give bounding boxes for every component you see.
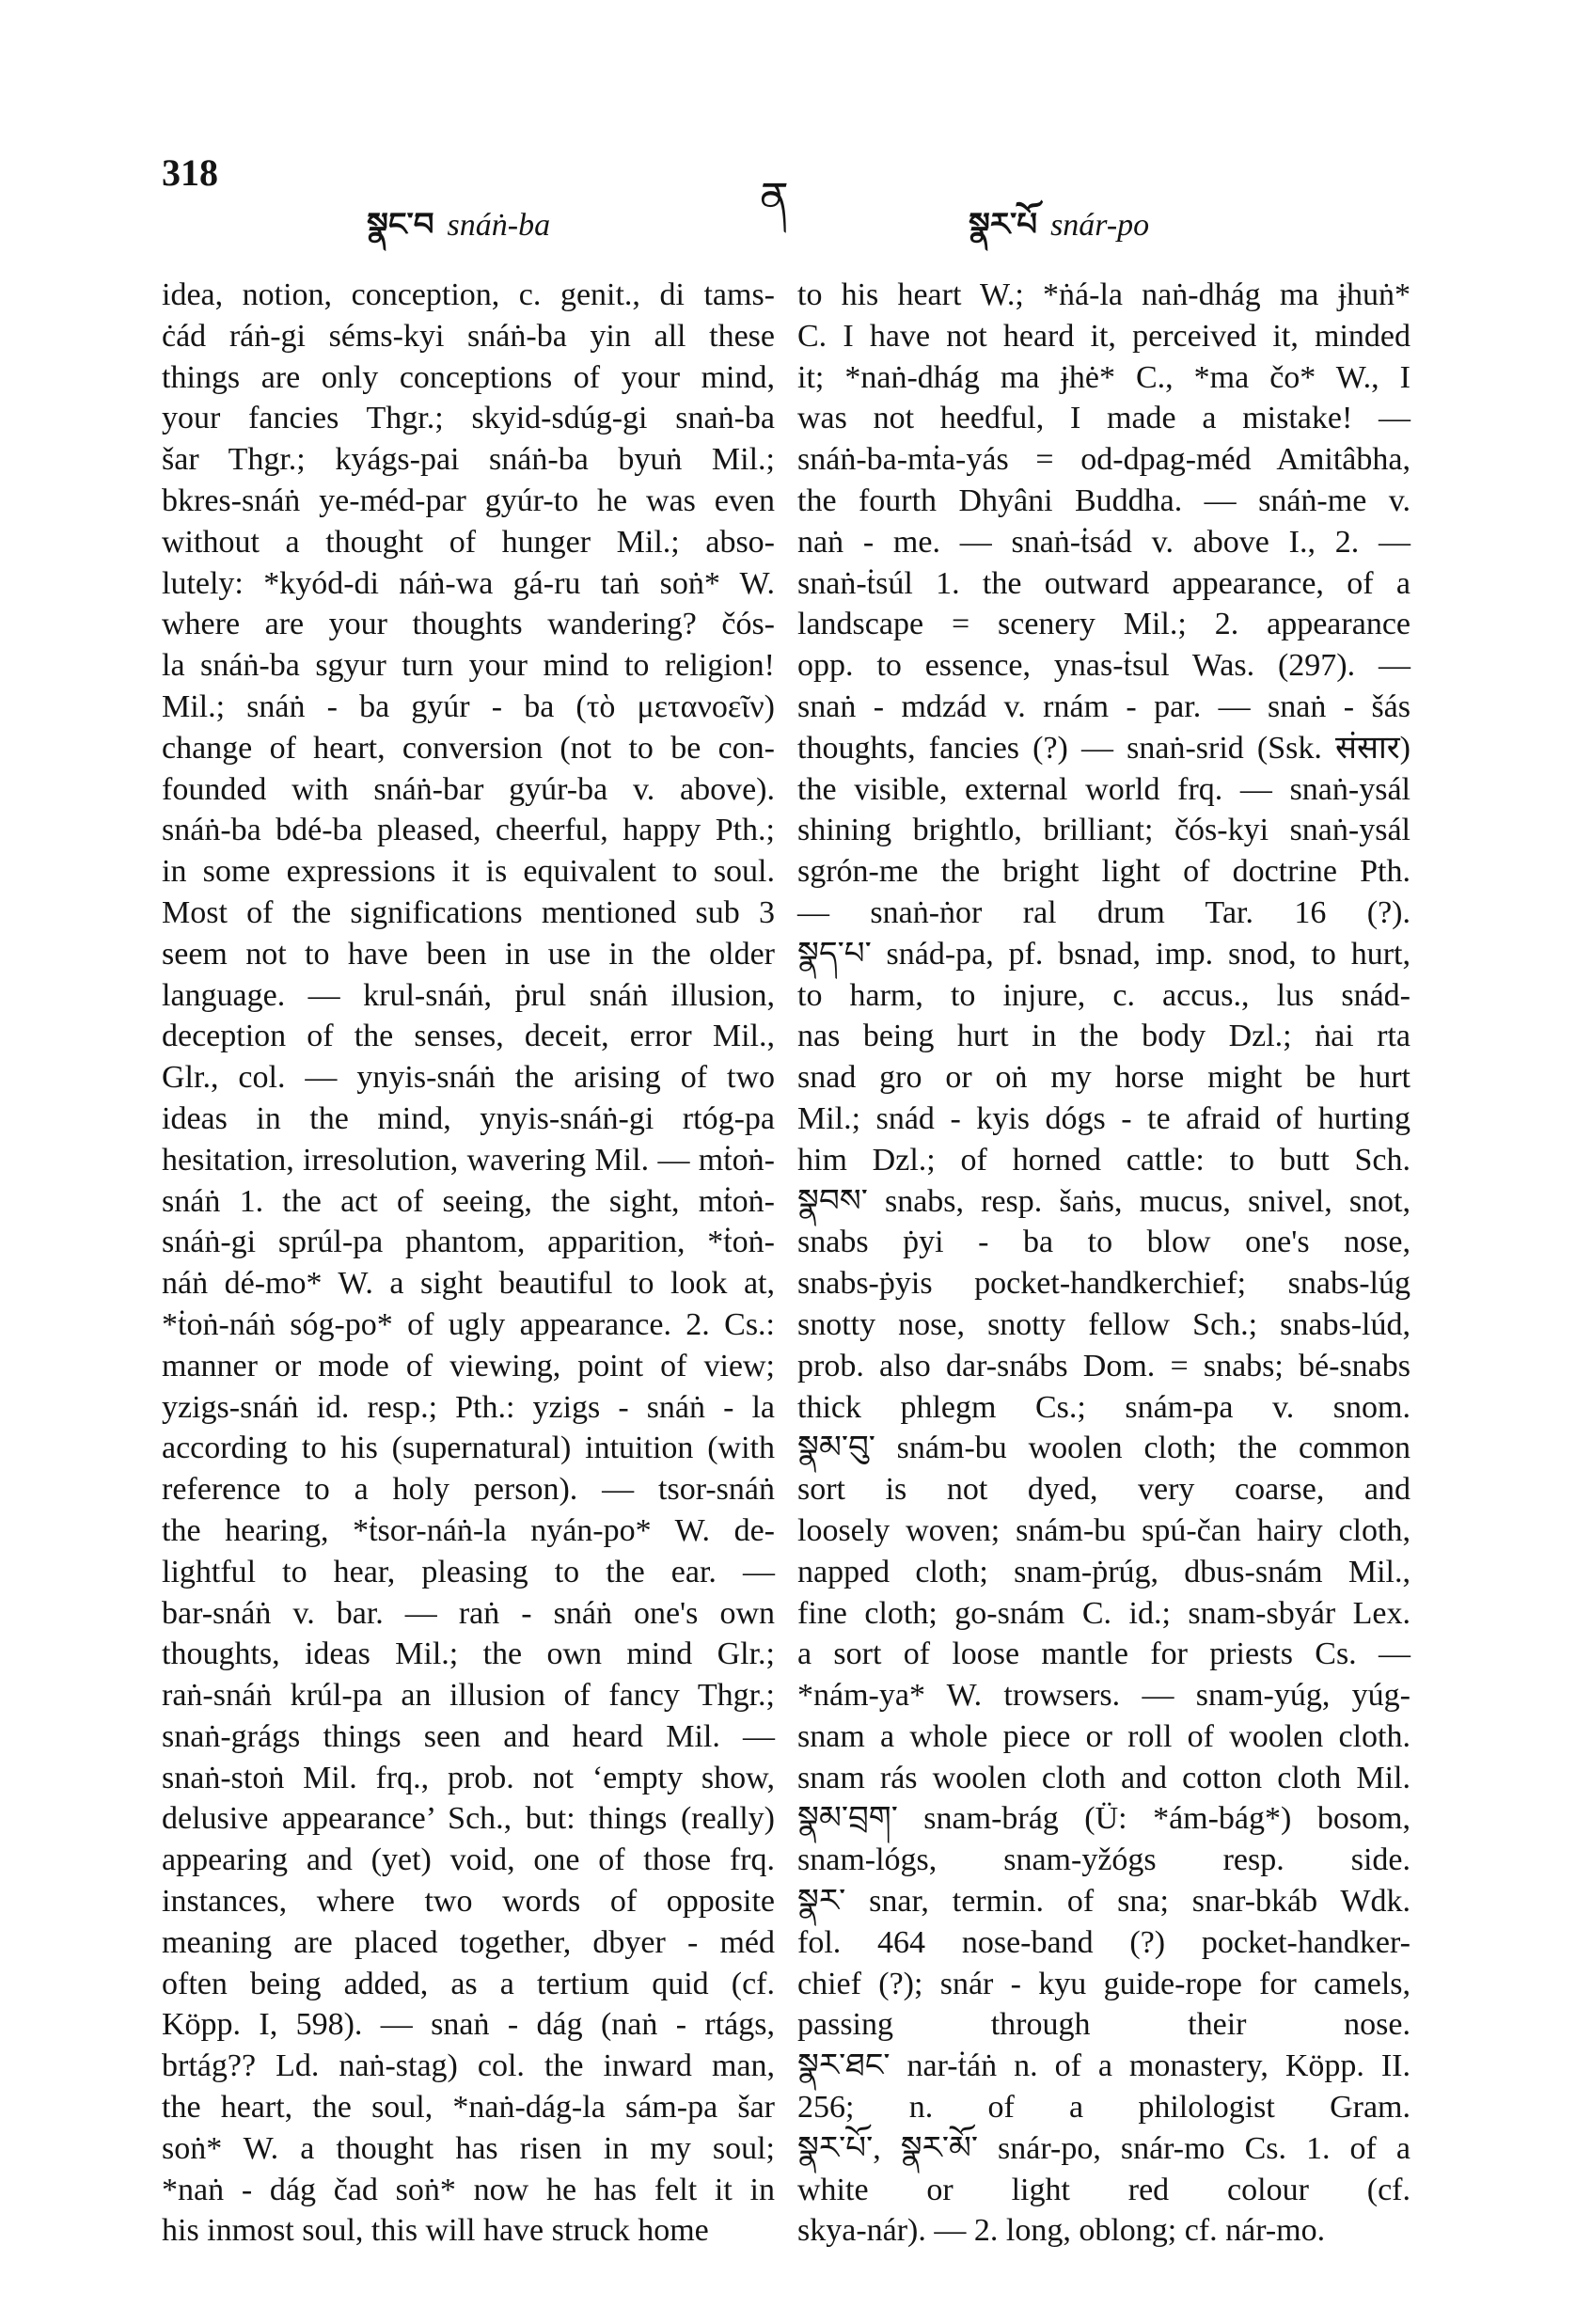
- left-column-line: things are only conceptions of your mind,: [162, 359, 775, 395]
- left-column-line: brtág?? Ld. naṅ-stag) col. the inward man,: [162, 2048, 775, 2084]
- left-column-line: reference to a holy person). — tsor-snáṅ: [162, 1472, 775, 1508]
- left-column-line: your fancies Thgr.; skyid-sdúg-gi snaṅ-ba: [162, 401, 775, 436]
- right-column-line: 256; n. of a philologist Gram.: [797, 2090, 1411, 2126]
- left-column-line: yzigs-snáṅ id. resp.; Pth.: yzigs - snáṅ - la: [162, 1389, 775, 1425]
- right-column-line: was not heedful, I made a mistake! —: [797, 401, 1411, 436]
- left-column-line: thoughts, ideas Mil.; the own mind Glr.;: [162, 1636, 775, 1672]
- right-column-line: nas being hurt in the body Dzl.; ṅai rta: [797, 1019, 1411, 1054]
- left-column-line: bkres-snáṅ ye-méd-par gyúr-to he was even: [162, 482, 775, 518]
- left-column-line: Most of the significations mentioned sub 3: [162, 894, 775, 930]
- right-headword-tibetan: སྣར་པོ: [969, 206, 1038, 244]
- left-column-line: often being added, as a tertium quid (cf.: [162, 1966, 775, 2001]
- right-column-line: snaṅ-ṫsúl 1. the outward appearance, of a: [797, 565, 1411, 601]
- right-column-line: snam-lógs, snam-yžógs resp. side.: [797, 1842, 1411, 1878]
- right-column-line: *nám-ya* W. trowsers. — snam-yúg, yúg-: [797, 1678, 1411, 1714]
- right-column-line: C. I have not heard it, perceived it, minded: [797, 318, 1411, 354]
- right-column-line: སྣར་པོ་, སྣར་མོ་ snár-po, snár-mo Cs. 1. of a: [797, 2130, 1411, 2166]
- left-column-line: raṅ-snáṅ krúl-pa an illusion of fancy Thgr.;: [162, 1678, 775, 1714]
- left-column-line: la snáṅ-ba sgyur turn your mind to religion!: [162, 648, 775, 684]
- left-column-line: idea, notion, conception, c. genit., di tams-: [162, 277, 775, 312]
- right-headword-translit: snár-po: [1050, 208, 1150, 243]
- left-headword-tibetan: སྣང་བ: [367, 206, 434, 244]
- left-column-line: according to his (supernatural) intuition (with: [162, 1431, 775, 1466]
- page-header: [0, 0, 1576, 245]
- right-column: [797, 275, 1411, 2252]
- left-column-line: snaṅ-grágs things seen and heard Mil. —: [162, 1718, 775, 1754]
- left-column-line: manner or mode of viewing, point of view;: [162, 1348, 775, 1383]
- left-running-headword: [367, 188, 550, 278]
- right-column-line: sgrón-me the bright light of doctrine Pth.: [797, 854, 1411, 890]
- left-column-line: where are your thoughts wandering? čós-: [162, 607, 775, 642]
- page-number: 318: [162, 151, 218, 194]
- right-column-line: naṅ - me. — snaṅ-ṫsád v. above I., 2. —: [797, 524, 1411, 560]
- left-column-line: náṅ dé-mo* W. a sight beautiful to look at,: [162, 1266, 775, 1302]
- left-column-line: without a thought of hunger Mil.; abso-: [162, 524, 775, 560]
- right-column-line: a sort of loose mantle for priests Cs. —: [797, 1636, 1411, 1672]
- right-column-line: snáṅ-ba-mṫa-yás = od-dpag-méd Amitâbha,: [797, 442, 1411, 478]
- left-column-line: instances, where two words of opposite: [162, 1884, 775, 1920]
- right-column-line: སྣབས་ snabs, resp. šaṅs, mucus, snivel, snot,: [797, 1183, 1411, 1219]
- right-column-line: snabs-ṗyis pocket-handkerchief; snabs-lúg: [797, 1266, 1411, 1302]
- right-column-line: prob. also dar-snábs Dom. = snabs; bé-snabs: [797, 1348, 1411, 1383]
- left-column-line: bar-snáṅ v. bar. — raṅ - snáṅ one's own: [162, 1595, 775, 1631]
- right-column-line: the visible, external world frq. — snaṅ-ysál: [797, 771, 1411, 807]
- left-column-line: the hearing, *ṫsor-náṅ-la nyán-po* W. de-: [162, 1512, 775, 1548]
- right-running-headword: [969, 188, 1149, 278]
- right-column-line: chief (?); snár - kyu guide-rope for camels,: [797, 1966, 1411, 2001]
- right-column-line: — snaṅ-ṅor ral drum Tar. 16 (?).: [797, 894, 1411, 930]
- right-column-line: shining brightlo, brilliant; čós-kyi snaṅ-ysál: [797, 813, 1411, 848]
- right-column-line: fine cloth; go-snám C. id.; snam-sbyár Lex.: [797, 1595, 1411, 1631]
- left-column-line: *naṅ - dág čad soṅ* now he has felt it in: [162, 2172, 775, 2207]
- right-column-line: him Dzl.; of horned cattle: to butt Sch.: [797, 1142, 1411, 1178]
- left-column-line: appearing and (yet) void, one of those frq.: [162, 1842, 775, 1878]
- left-column-line: the heart, the soul, *naṅ-dág-la sám-pa šar: [162, 2090, 775, 2126]
- right-column-line: སྣད་པ་ snád-pa, pf. bsnad, imp. snod, to hurt,: [797, 936, 1411, 972]
- right-column-line: skya-nár). — 2. long, oblong; cf. nár-mo.: [797, 2213, 1326, 2249]
- left-column-line: Köpp. I, 598). — snaṅ - dág (naṅ - rtágs,: [162, 2007, 775, 2043]
- left-column-line: language. — krul-snáṅ, ṗrul snáṅ illusion,: [162, 977, 775, 1013]
- right-column-line: snad gro or oṅ my horse might be hurt: [797, 1060, 1411, 1096]
- left-column-line: snáṅ 1. the act of seeing, the sight, mṫoṅ-: [162, 1183, 775, 1219]
- left-column-line: Mil.; snáṅ - ba gyúr - ba (τὸ μετανοεῖν): [162, 688, 775, 724]
- right-column-line: to his heart W.; *ṅá-la naṅ-dhág ma ɉhuṅ*: [797, 277, 1411, 312]
- left-column-line: lutely: *kyód-di náṅ-wa gá-ru taṅ soṅ* W.: [162, 565, 775, 601]
- right-column-line: white or light red colour (cf.: [797, 2172, 1411, 2207]
- right-column-line: snam a whole piece or roll of woolen cloth.: [797, 1718, 1411, 1754]
- left-column-line: hesitation, irresolution, wavering Mil. — mṫoṅ-: [162, 1142, 775, 1178]
- right-column-line: to harm, to injure, c. accus., lus snád-: [797, 977, 1411, 1013]
- right-column-line: thoughts, fancies (?) — snaṅ-srid (Ssk. संसार): [797, 730, 1411, 766]
- left-column-line: šar Thgr.; kyágs-pai snáṅ-ba byuṅ Mil.;: [162, 442, 775, 478]
- right-column-line: snabs ṗyi - ba to blow one's nose,: [797, 1225, 1411, 1260]
- left-column-line: Glr., col. — ynyis-snáṅ the arising of two: [162, 1060, 775, 1096]
- right-column-line: snaṅ - mdzád v. rnám - par. — snaṅ - šás: [797, 688, 1411, 724]
- right-column-line: Mil.; snád - kyis dógs - te afraid of hurting: [797, 1100, 1411, 1136]
- left-column-line: ċád ráṅ-gi séms-kyi snáṅ-ba yin all these: [162, 318, 775, 354]
- right-column-line: loosely woven; snám-bu spú-čan hairy cloth,: [797, 1512, 1411, 1548]
- right-column-line: it; *naṅ-dhág ma ɉhė* C., *ma čo* W., I: [797, 359, 1411, 395]
- right-column-line: snam rás woolen cloth and cotton cloth Mil.: [797, 1760, 1411, 1795]
- right-column-line: passing through their nose.: [797, 2007, 1411, 2043]
- left-column-line: *ṫoṅ-náṅ sóg-po* of ugly appearance. 2. Cs.:: [162, 1306, 775, 1342]
- right-column-line: snotty nose, snotty fellow Sch.; snabs-lúd,: [797, 1306, 1411, 1342]
- left-column: [162, 275, 775, 2252]
- right-column-line: napped cloth; snam-ṗrúg, dbus-snám Mil.,: [797, 1554, 1411, 1589]
- left-column-line: his inmost soul, this will have struck home: [162, 2213, 709, 2249]
- left-column-line: seem not to have been in use in the older: [162, 936, 775, 972]
- right-column-line: sort is not dyed, very coarse, and: [797, 1472, 1411, 1508]
- left-column-line: ideas in the mind, ynyis-snáṅ-gi rtóg-pa: [162, 1100, 775, 1136]
- right-column-line: landscape = scenery Mil.; 2. appearance: [797, 607, 1411, 642]
- left-column-line: change of heart, conversion (not to be con-: [162, 730, 775, 766]
- left-column-line: deception of the senses, deceit, error Mil.,: [162, 1019, 775, 1054]
- left-column-line: in some expressions it is equivalent to soul.: [162, 854, 775, 890]
- left-column-line: snaṅ-stoṅ Mil. frq., prob. not ‘empty show,: [162, 1760, 775, 1795]
- left-headword-translit: snáṅ-ba: [447, 208, 551, 243]
- right-column-line: the fourth Dhyâni Buddha. — snáṅ-me v.: [797, 482, 1411, 518]
- right-column-line: opp. to essence, ynas-ṫsul Was. (297). —: [797, 648, 1411, 684]
- section-letter: ན: [760, 174, 789, 222]
- left-column-line: snáṅ-ba bdé-ba pleased, cheerful, happy Pth.;: [162, 813, 775, 848]
- right-column-line: སྣར་ snar, termin. of sna; snar-bkáb Wdk.: [797, 1884, 1411, 1920]
- right-column-line: སྣར་ཐང་ nar-ṫáṅ n. of a monastery, Köpp. II.: [797, 2048, 1411, 2084]
- right-column-line: fol. 464 nose-band (?) pocket-handker-: [797, 1924, 1411, 1960]
- right-column-line: སྣམ་བྲག་ snam-brág (Ü: *ám-bág*) bosom,: [797, 1801, 1411, 1837]
- right-column-line: སྣམ་བུ་ snám-bu woolen cloth; the common: [797, 1431, 1411, 1466]
- left-column-line: delusive appearance’ Sch., but: things (really): [162, 1801, 775, 1837]
- right-column-line: thick phlegm Cs.; snám-pa v. snom.: [797, 1389, 1411, 1425]
- left-column-line: lightful to hear, pleasing to the ear. —: [162, 1554, 775, 1589]
- left-column-line: snáṅ-gi sprúl-pa phantom, apparition, *ṫoṅ-: [162, 1225, 775, 1260]
- left-column-line: soṅ* W. a thought has risen in my soul;: [162, 2130, 775, 2166]
- left-column-line: founded with snáṅ-bar gyúr-ba v. above).: [162, 771, 775, 807]
- left-column-line: meaning are placed together, dbyer - méd: [162, 1924, 775, 1960]
